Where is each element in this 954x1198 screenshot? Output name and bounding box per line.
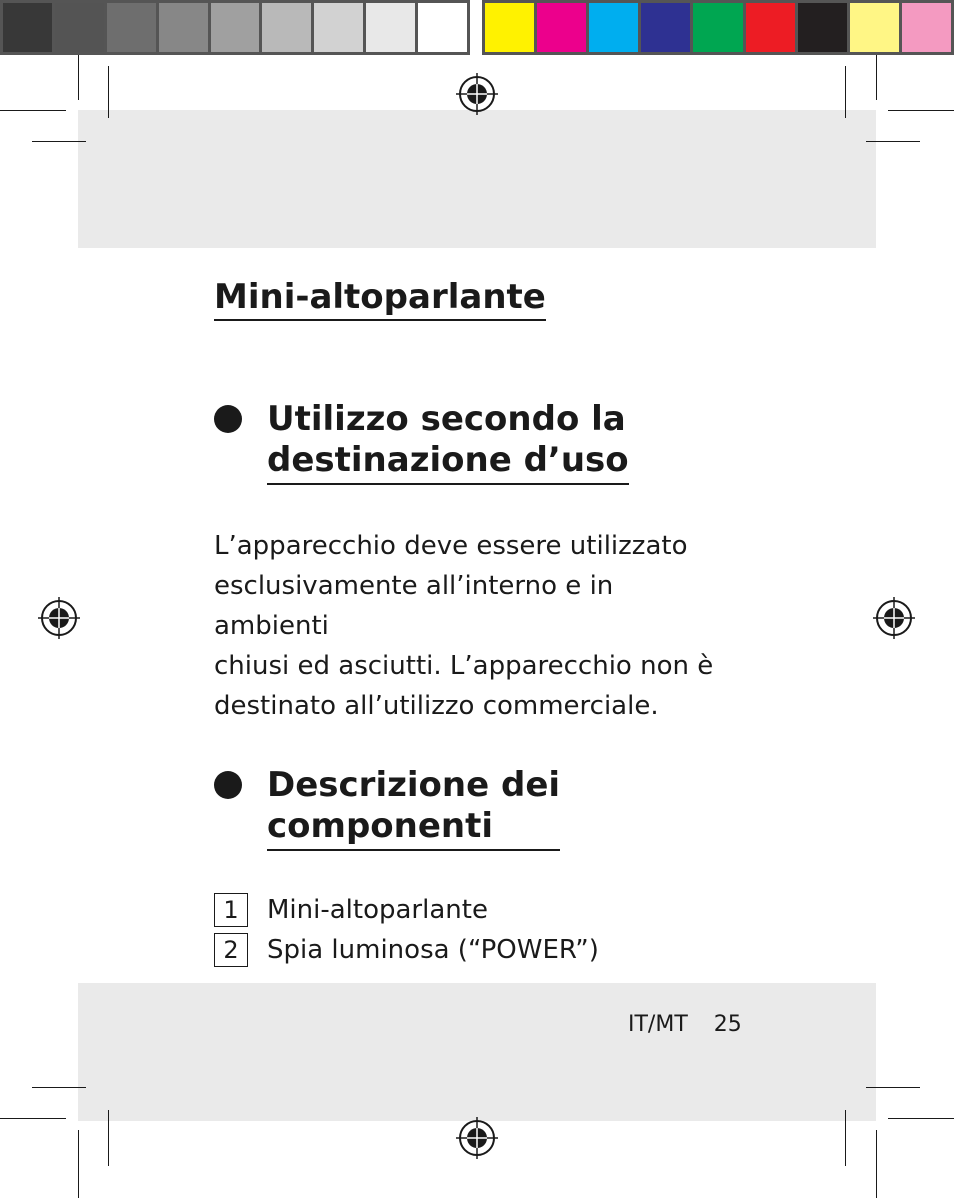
color-swatch xyxy=(418,3,467,52)
crop-mark xyxy=(876,55,877,100)
crop-mark xyxy=(108,66,109,118)
item-label: Mini-altoparlante xyxy=(267,895,488,925)
page-number: 25 xyxy=(713,1012,742,1037)
crop-mark xyxy=(876,1130,877,1198)
item-number-box: 2 xyxy=(214,933,248,967)
grayscale-color-bar xyxy=(0,0,470,55)
color-swatch xyxy=(537,3,586,52)
section-heading-line: Utilizzo secondo la xyxy=(267,399,626,439)
list-item xyxy=(214,930,599,970)
color-swatch xyxy=(641,3,690,52)
color-swatch xyxy=(902,3,951,52)
registration-mark-icon xyxy=(456,1117,498,1159)
process-color-bar xyxy=(482,0,954,55)
bullet-icon xyxy=(214,405,242,433)
color-swatch xyxy=(589,3,638,52)
section-heading-intended-use xyxy=(214,399,774,485)
color-swatch xyxy=(746,3,795,52)
crop-mark xyxy=(888,1118,954,1119)
paragraph-line: esclusivamente all’interno e in ambienti xyxy=(214,571,614,641)
crop-mark xyxy=(32,1087,86,1088)
page-title xyxy=(214,276,774,318)
paragraph-line: chiusi ed asciutti. L’apparecchio non è xyxy=(214,651,714,681)
page-title-text: Mini-altoparlante xyxy=(214,277,546,321)
section-heading-line: Descrizione dei xyxy=(267,765,561,805)
color-swatch xyxy=(798,3,847,52)
section-heading-components xyxy=(214,765,774,851)
page-footer xyxy=(628,1012,742,1037)
header-band xyxy=(78,110,876,248)
crop-mark xyxy=(0,110,66,111)
footer-band xyxy=(78,983,876,1121)
color-swatch xyxy=(55,3,104,52)
list-item xyxy=(214,890,599,930)
color-swatch xyxy=(485,3,534,52)
crop-mark xyxy=(845,66,846,118)
components-list xyxy=(214,890,599,970)
registration-mark-icon xyxy=(456,73,498,115)
crop-mark xyxy=(866,1087,920,1088)
color-swatch xyxy=(211,3,260,52)
crop-mark xyxy=(888,110,954,111)
registration-mark-icon xyxy=(873,597,915,639)
crop-mark xyxy=(78,55,79,100)
section-heading-line: destinazione d’uso xyxy=(267,440,629,480)
section-heading-text xyxy=(267,765,560,851)
crop-mark xyxy=(32,141,86,142)
crop-mark xyxy=(108,1110,109,1166)
color-swatch xyxy=(107,3,156,52)
paragraph-line: L’apparecchio deve essere utilizzato xyxy=(214,531,688,561)
crop-mark xyxy=(78,1130,79,1198)
color-swatch xyxy=(3,3,52,52)
color-swatch xyxy=(850,3,899,52)
registration-mark-icon xyxy=(38,597,80,639)
color-swatch xyxy=(366,3,415,52)
item-label: Spia luminosa (“POWER”) xyxy=(267,935,599,965)
color-swatch xyxy=(693,3,742,52)
color-swatch xyxy=(262,3,311,52)
section-heading-line: componenti xyxy=(267,806,494,846)
color-swatch xyxy=(159,3,208,52)
section-heading-text xyxy=(267,399,629,485)
item-number-box: 1 xyxy=(214,893,248,927)
crop-mark xyxy=(845,1110,846,1166)
intended-use-paragraph xyxy=(214,526,734,726)
crop-mark xyxy=(0,1118,66,1119)
paragraph-line: destinato all’utilizzo commerciale. xyxy=(214,691,659,721)
color-swatch xyxy=(314,3,363,52)
language-code: IT/MT xyxy=(628,1012,688,1037)
crop-mark xyxy=(866,141,920,142)
bullet-icon xyxy=(214,771,242,799)
